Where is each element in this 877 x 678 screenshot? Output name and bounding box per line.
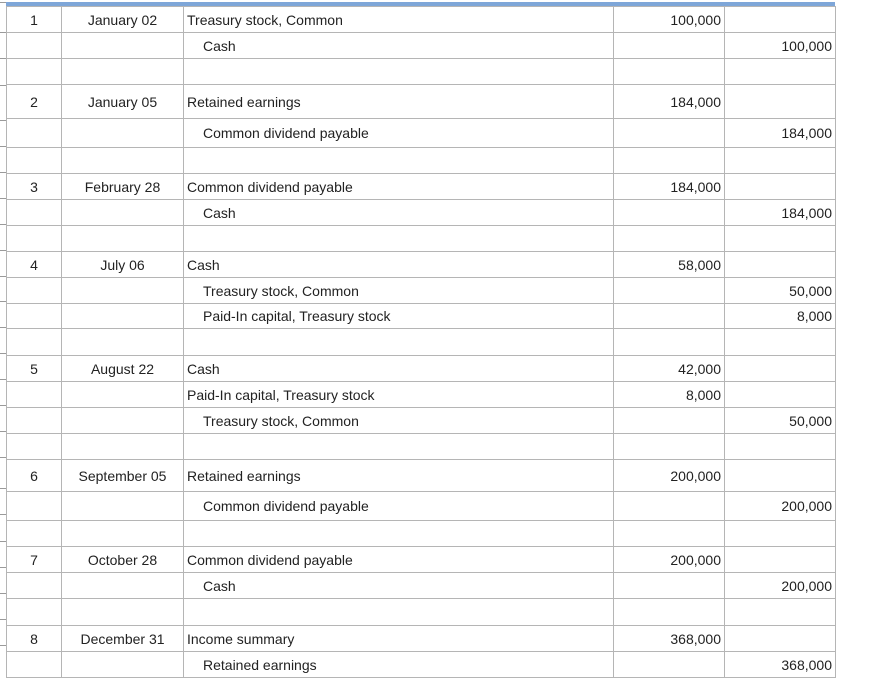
entry-date-cell[interactable] (62, 278, 184, 304)
credit-amount-cell[interactable]: 184,000 (725, 119, 836, 148)
account-title-cell[interactable]: Common dividend payable (184, 119, 614, 148)
entry-number-cell (7, 304, 62, 329)
account-title-cell[interactable]: Treasury stock, Common (184, 408, 614, 434)
entry-date-cell[interactable] (62, 200, 184, 226)
table-row (7, 304, 836, 329)
debit-amount-cell[interactable] (614, 200, 725, 226)
credit-amount-cell[interactable]: 100,000 (725, 33, 836, 59)
account-title-cell[interactable]: Cash (184, 252, 614, 278)
account-title-cell[interactable]: Retained earnings (184, 652, 614, 678)
credit-amount-cell[interactable]: 200,000 (725, 492, 836, 521)
blank-cell (184, 59, 614, 85)
entry-date-cell[interactable] (62, 573, 184, 599)
entry-date-cell[interactable] (62, 492, 184, 521)
blank-cell (7, 329, 62, 356)
credit-amount-cell[interactable] (725, 460, 836, 492)
blank-spacer-row (7, 226, 836, 252)
entry-date-cell[interactable]: February 28 (62, 174, 184, 200)
credit-amount-cell[interactable] (725, 7, 836, 33)
blank-cell (7, 521, 62, 547)
entry-number-cell (7, 573, 62, 599)
debit-amount-cell[interactable]: 58,000 (614, 252, 725, 278)
blank-cell (7, 59, 62, 85)
debit-amount-cell[interactable] (614, 119, 725, 148)
blank-spacer-row (7, 59, 836, 85)
table-row (7, 408, 836, 434)
table-row (7, 626, 836, 652)
blank-cell (614, 599, 725, 626)
account-title-cell[interactable]: Treasury stock, Common (184, 278, 614, 304)
row-marker-tick (0, 2, 6, 3)
entry-date-cell[interactable]: December 31 (62, 626, 184, 652)
blank-cell (62, 434, 184, 460)
blank-cell (7, 226, 62, 252)
entry-date-cell[interactable] (62, 119, 184, 148)
debit-amount-cell[interactable]: 368,000 (614, 626, 725, 652)
blank-cell (725, 434, 836, 460)
account-title-cell[interactable]: Retained earnings (184, 460, 614, 492)
credit-amount-cell[interactable]: 50,000 (725, 278, 836, 304)
credit-amount-cell[interactable]: 8,000 (725, 304, 836, 329)
credit-amount-cell[interactable] (725, 174, 836, 200)
entry-date-cell[interactable] (62, 382, 184, 408)
debit-amount-cell[interactable] (614, 408, 725, 434)
blank-cell (62, 148, 184, 174)
blank-cell (7, 599, 62, 626)
blank-cell (725, 226, 836, 252)
blank-cell (725, 599, 836, 626)
blank-cell (725, 329, 836, 356)
table-row (7, 7, 836, 33)
entry-number-cell (7, 119, 62, 148)
entry-date-cell[interactable] (62, 304, 184, 329)
blank-cell (184, 329, 614, 356)
credit-amount-cell[interactable]: 50,000 (725, 408, 836, 434)
account-title-cell[interactable]: Cash (184, 200, 614, 226)
credit-amount-cell[interactable]: 184,000 (725, 200, 836, 226)
blank-spacer-row (7, 148, 836, 174)
debit-amount-cell[interactable] (614, 573, 725, 599)
blank-cell (62, 59, 184, 85)
credit-amount-cell[interactable]: 200,000 (725, 573, 836, 599)
table-row (7, 382, 836, 408)
debit-amount-cell[interactable] (614, 492, 725, 521)
blank-cell (725, 521, 836, 547)
blank-cell (184, 226, 614, 252)
table-row (7, 119, 836, 148)
debit-amount-cell[interactable]: 200,000 (614, 547, 725, 573)
blank-cell (184, 434, 614, 460)
entry-number-cell (7, 278, 62, 304)
account-title-cell[interactable]: Treasury stock, Common (184, 7, 614, 33)
entry-number-cell: 6 (7, 460, 62, 492)
credit-amount-cell[interactable] (725, 85, 836, 119)
debit-amount-cell[interactable]: 200,000 (614, 460, 725, 492)
entry-number-cell: 1 (7, 7, 62, 33)
table-row (7, 174, 836, 200)
blank-cell (184, 599, 614, 626)
debit-amount-cell[interactable] (614, 278, 725, 304)
blank-spacer-row (7, 329, 836, 356)
table-row (7, 33, 836, 59)
table-row (7, 278, 836, 304)
debit-amount-cell[interactable]: 42,000 (614, 356, 725, 382)
debit-amount-cell[interactable]: 184,000 (614, 85, 725, 119)
blank-cell (614, 521, 725, 547)
blank-cell (62, 599, 184, 626)
table-row (7, 573, 836, 599)
entry-number-cell: 2 (7, 85, 62, 119)
blank-cell (725, 148, 836, 174)
blank-cell (62, 226, 184, 252)
debit-amount-cell[interactable]: 100,000 (614, 7, 725, 33)
table-row (7, 492, 836, 521)
entry-date-cell[interactable]: August 22 (62, 356, 184, 382)
journal-entries-body (7, 7, 836, 678)
credit-amount-cell[interactable]: 368,000 (725, 652, 836, 678)
blank-cell (184, 521, 614, 547)
debit-amount-cell[interactable]: 8,000 (614, 382, 725, 408)
blank-cell (614, 329, 725, 356)
blank-cell (62, 521, 184, 547)
blank-cell (614, 434, 725, 460)
entry-date-cell[interactable]: January 05 (62, 85, 184, 119)
entry-number-cell: 5 (7, 356, 62, 382)
entry-number-cell: 3 (7, 174, 62, 200)
entry-number-cell (7, 408, 62, 434)
entry-date-cell[interactable]: January 02 (62, 7, 184, 33)
entry-number-cell (7, 382, 62, 408)
entry-number-cell (7, 652, 62, 678)
credit-amount-cell[interactable] (725, 356, 836, 382)
account-title-cell[interactable]: Cash (184, 33, 614, 59)
entry-date-cell[interactable] (62, 33, 184, 59)
entry-number-cell: 4 (7, 252, 62, 278)
blank-cell (7, 148, 62, 174)
blank-cell (725, 59, 836, 85)
table-row (7, 252, 836, 278)
entry-number-cell (7, 33, 62, 59)
debit-amount-cell[interactable] (614, 33, 725, 59)
table-row (7, 460, 836, 492)
credit-amount-cell[interactable] (725, 382, 836, 408)
account-title-cell[interactable]: Cash (184, 356, 614, 382)
account-title-cell[interactable]: Paid-In capital, Treasury stock (184, 382, 614, 408)
blank-cell (614, 59, 725, 85)
entry-number-cell: 7 (7, 547, 62, 573)
account-title-cell[interactable]: Paid-In capital, Treasury stock (184, 304, 614, 329)
blank-spacer-row (7, 434, 836, 460)
blank-cell (7, 434, 62, 460)
entry-number-cell (7, 492, 62, 521)
account-title-cell[interactable]: Common dividend payable (184, 547, 614, 573)
blank-cell (614, 148, 725, 174)
table-row (7, 85, 836, 119)
debit-amount-cell[interactable] (614, 652, 725, 678)
entry-number-cell (7, 200, 62, 226)
account-title-cell[interactable]: Common dividend payable (184, 492, 614, 521)
entry-number-cell: 8 (7, 626, 62, 652)
blank-spacer-row (7, 521, 836, 547)
entry-date-cell[interactable]: October 28 (62, 547, 184, 573)
blank-spacer-row (7, 599, 836, 626)
account-title-cell[interactable]: Common dividend payable (184, 174, 614, 200)
journal-entries-table (6, 6, 836, 678)
entry-date-cell[interactable]: July 06 (62, 252, 184, 278)
debit-amount-cell[interactable] (614, 304, 725, 329)
credit-amount-cell[interactable] (725, 252, 836, 278)
blank-cell (62, 329, 184, 356)
blank-cell (184, 148, 614, 174)
account-title-cell[interactable]: Income summary (184, 626, 614, 652)
table-row (7, 547, 836, 573)
blank-cell (614, 226, 725, 252)
account-title-cell[interactable]: Retained earnings (184, 85, 614, 119)
credit-amount-cell[interactable] (725, 626, 836, 652)
entry-date-cell[interactable] (62, 408, 184, 434)
table-row (7, 356, 836, 382)
entry-date-cell[interactable] (62, 652, 184, 678)
account-title-cell[interactable]: Cash (184, 573, 614, 599)
entry-date-cell[interactable]: September 05 (62, 460, 184, 492)
credit-amount-cell[interactable] (725, 547, 836, 573)
table-row (7, 200, 836, 226)
debit-amount-cell[interactable]: 184,000 (614, 174, 725, 200)
table-row (7, 652, 836, 678)
